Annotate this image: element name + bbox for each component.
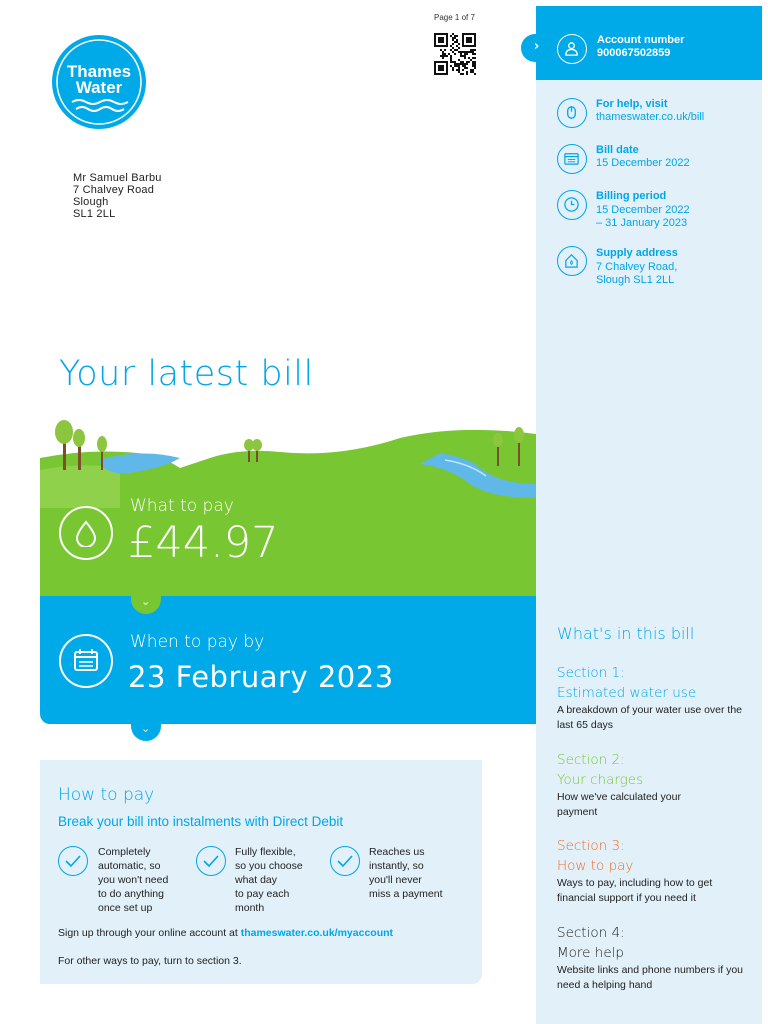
check-icon [196,846,226,876]
logo-line2: Water [75,78,123,97]
recipient-postcode: SL1 2LL [73,208,116,220]
calendar-icon [557,144,587,174]
qr-code [434,33,478,75]
how-to-pay-title: How to pay [58,785,155,805]
signup-text [58,927,393,939]
section-4-desc: Website links and phone numbers if you need a helping hand [557,964,743,991]
other-ways-text: For other ways to pay, turn to section 3. [58,955,242,967]
section-1-desc: A breakdown of your water use over the last 65 days [557,704,743,731]
calendar-icon [59,634,113,688]
expand-arrow-button[interactable] [521,34,551,62]
landscape-illustration [40,418,536,508]
account-number: 900067502859 [597,47,671,59]
check-icon [330,846,360,876]
supply-address-label: Supply address [596,247,678,259]
feature-instant: Reaches us instantly, so you'll never miss a payment [369,846,443,900]
chevron-right-icon: › [534,39,540,54]
clock-icon [557,190,587,220]
supply-address-line2: Slough SL1 2LL [596,274,675,286]
check-icon [58,846,88,876]
billing-period-end: – 31 January 2023 [596,217,688,229]
section-2-number: Section 2: [557,752,625,768]
section-2-name: Your charges [557,772,644,788]
logo-line1: Thames [66,62,132,81]
recipient-line1: 7 Chalvey Road [73,184,155,196]
bill-date: 15 December 2022 [596,157,690,169]
bill-date-label: Bill date [596,144,639,156]
section-3-desc: Ways to pay, including how to get financial support if you need it [557,877,713,904]
what-to-pay-label: What to pay [130,496,234,516]
page-title: Your latest bill [59,354,314,394]
chevron-down-icon: ⌄ [131,721,161,741]
thames-water-logo [48,34,150,130]
supply-address-line1: 7 Chalvey Road, [596,261,678,273]
recipient-line2: Slough [73,196,109,208]
mouse-icon [557,98,587,128]
section-4-number: Section 4: [557,925,625,941]
person-icon [557,34,587,64]
account-number-label: Account number [597,34,685,46]
help-link[interactable]: thameswater.co.uk/bill [596,111,705,123]
signup-prefix: Sign up through your online account at [58,927,241,939]
house-icon [557,246,587,276]
section-4-name: More help [557,945,624,961]
myaccount-link[interactable]: thameswater.co.uk/myaccount [240,927,394,939]
whats-in-bill-title: What's in this bill [557,624,695,643]
page-indicator: Page 1 of 7 [434,13,475,22]
when-to-pay-label: When to pay by [130,632,265,652]
direct-debit-subtitle: Break your bill into instalments with Direct Debit [58,814,344,829]
section-1-name: Estimated water use [557,685,697,701]
billing-period-label: Billing period [596,190,667,202]
help-label: For help, visit [596,98,668,110]
feature-flexible: Fully flexible, so you choose what day to pay each month [235,846,303,914]
water-drop-icon [59,506,113,560]
billing-period-start: 15 December 2022 [596,204,690,216]
section-3-name: How to pay [557,858,634,874]
section-1-number: Section 1: [557,665,625,681]
due-date: 23 February 2023 [128,660,394,694]
feature-automatic: Completely automatic, so you won't need to do anything once set up [98,846,169,914]
chevron-down-icon: ⌄ [131,594,161,614]
section-2-desc: How we've calculated your payment [557,791,681,818]
amount-due: £44.97 [128,518,279,568]
recipient-name: Mr Samuel Barbu [73,172,162,184]
recipient-address [73,172,162,220]
section-3-number: Section 3: [557,838,625,854]
